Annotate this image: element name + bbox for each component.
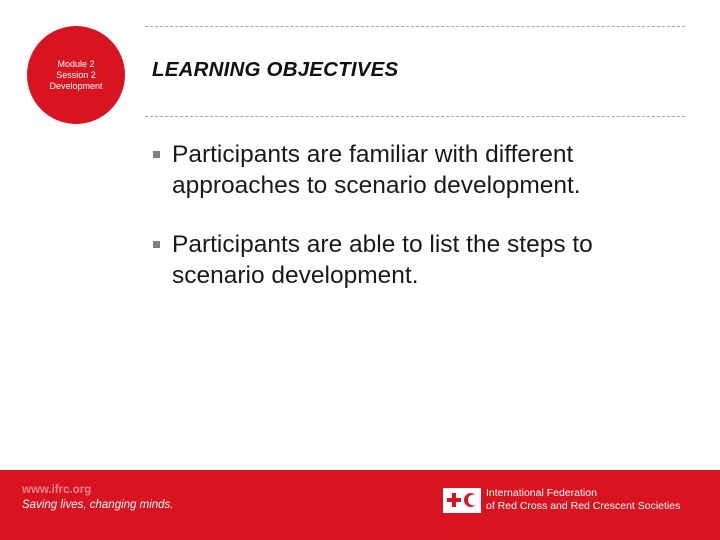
org-name-line2: of Red Cross and Red Crescent Societies [486, 500, 681, 512]
footer-bar [0, 470, 720, 540]
footer-url-link[interactable]: www.ifrc.org [22, 484, 92, 496]
footer-tagline: Saving lives, changing minds. [22, 499, 174, 511]
square-bullet-icon [153, 241, 160, 248]
org-name [486, 487, 680, 513]
list-item [152, 139, 692, 201]
list-item [152, 229, 692, 291]
title-divider [145, 116, 685, 117]
objective-text: Participants are familiar with different approaches to scenario development. [172, 141, 581, 199]
square-bullet-icon [153, 151, 160, 158]
emblem-box [443, 488, 481, 513]
slide-title: LEARNING OBJECTIVES [152, 58, 399, 81]
objectives-list [152, 139, 692, 319]
objective-text: Participants are able to list the steps to scenario development. [172, 231, 593, 289]
top-divider [145, 26, 685, 27]
ifrc-logo [443, 487, 680, 513]
org-name-line1: International Federation [486, 487, 597, 499]
badge-module: Module 2 [57, 58, 95, 69]
badge-topic: Development [49, 80, 103, 91]
red-cross-icon [447, 493, 461, 507]
red-crescent-icon [463, 492, 477, 508]
module-badge [27, 26, 125, 124]
badge-session: Session 2 [56, 69, 96, 80]
